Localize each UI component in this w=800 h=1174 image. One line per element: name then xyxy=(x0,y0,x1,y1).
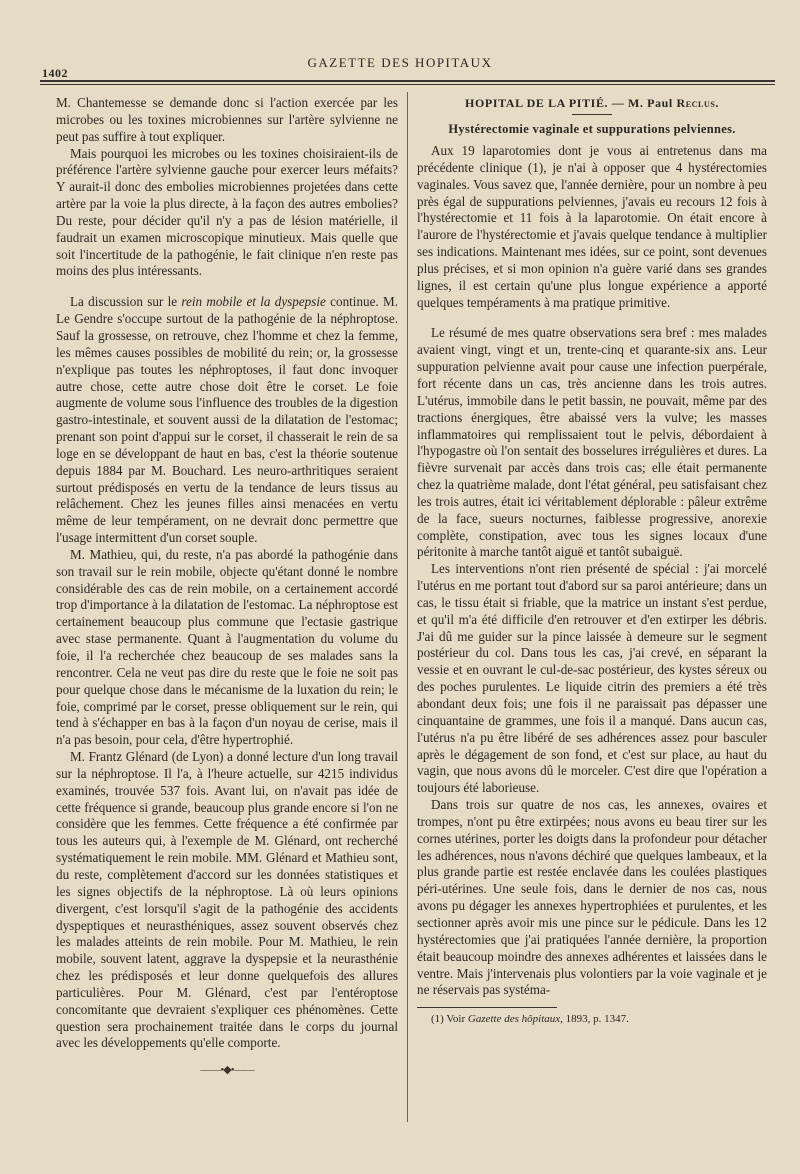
left-column xyxy=(56,95,398,1079)
right-column xyxy=(417,95,767,1026)
header-rule xyxy=(40,84,775,85)
paragraph: La discussion sur le rein mobile et la dyspepsie continue. M. Le Gendre s'occupe surtout de la pathogénie de la néphroptose. Sauf la grossesse, on retrouve, chez l'homme et chez la femme, les mêmes causes possibles de mobilité du rein; or, la grossesse n'explique pas toutes les néphroptoses, il faut donc invoquer autre chose, cette autre chose doit être le corset. Le foie augmente de volume sous l'influence des troubles de la digestion gastro-intestinale, et souvent aussi de la dilatation de l'estomac; prenant son point d'appui sur le corset, il chasserait le rein de sa loge en se développant de haut en bas, c'est la théorie soutenue depuis 1884 par M. Bouchard. Les neuro-arthritiques seraient surtout prédisposés en vertu de la tendance de leurs tissus au relâchement. Chez les jeunes filles ainsi menacées en vertu même de leur tempérament, on ne devrait donc permettre que l'usage intermittent d'un corset souple. xyxy=(56,294,398,546)
section-rule xyxy=(572,114,612,115)
page-number: 1402 xyxy=(42,66,68,80)
paragraph: M. Chantemesse se demande donc si l'action exercée par les microbes ou les toxines microbiennes sur l'artère sylvienne ne peut pas suffire à tout expliquer. xyxy=(56,95,398,144)
paragraph: Les interventions n'ont rien présenté de spécial : j'ai morcelé l'utérus en me portant tout d'abord sur sa paroi antérieure; dans un cas, le tissu était si friable, que la matrice un instant s'est perdue, et qu'il m'a été difficile d'en retrouver et d'en extirper les débris. J'ai dû me guider sur la pince laissée à demeure sur le segment postérieur du col. Dans tous les cas, j'ai crevé, en séparant la vessie et en ouvrant le cul-de-sac postérieur, des kystes séreux ou des poches purulentes. Le liquide citrin des premiers a été très abondant deux fois; une fois il ne paraissait pas dépasser une cinquantaine de grammes, une fois il a manqué. Dans aucun cas, l'utérus n'a pu être libéré de ses adhérences assez pour basculer après le dégagement de son fond, et c'est sur place, au haut du vagin, que nous avons dû le morceler. C'est dire que l'opération a toujours été laborieuse. xyxy=(417,561,767,796)
paragraph: Aux 19 laparotomies dont je vous ai entretenus dans ma précédente clinique (1), je n'ai à opposer que 4 hystérectomies vaginales. Vous savez que, l'année dernière, pour un nombre à peu près égal de suppurations pelviennes, j'avais eu recours 12 fois à l'hystérectomie et 11 fois à la laparotomie. On était encore à l'aurore de l'hystérectomie et j'avais quelque tendance à multiplier ses indications. Maintenant mes idées, sur ce point, sont devenues plus précises, et si mon opinion n'a guère varié dans ses grandes lignes, il est certain qu'une plus longue expérience a apporté quelques tempéraments à ma pratique primitive. xyxy=(417,143,767,310)
article-subtitle: Hystérectomie vaginale et suppurations pelviennes. xyxy=(448,122,736,136)
paragraph: Le résumé de mes quatre observations sera bref : mes malades avaient vingt, vingt et un, trente-cinq et quarante-six ans. Leur suppuration pelvienne avait pour cause une infection puerpérale, fort récente dans un cas, très ancienne dans les trois autres. L'utérus, immobile dans le petit bassin, ne pouvait, même par des tractions énergiques, être abaissé vers la vulve; les masses inflammatoires qui remplissaient tout le pelvis, débordaient à l'hypogastre où l'on sentait des bosselures irrégulières et dures. La fièvre survenait par accès dans trois cas; elle était permanente chez la quatrième malade, dont l'état général, peu satisfaisant chez les trois autres, était ici véritablement déplorable : pâleur extrême de la face, sueurs nocturnes, faiblesse progressive, anorexie complète, constipation, avec tous les signes locaux d'une péritonite à marche tantôt aiguë et tantôt subaiguë. xyxy=(417,325,767,560)
paragraph: Dans trois sur quatre de nos cas, les annexes, ovaires et trompes, n'ont pu être extirpées; nous avons eu beau tirer sur les cornes utérines, porter les doigts dans la profondeur pour détacher les adhérences, nous n'avons déchiré que quelques lambeaux, et la plus grande partie est restée enclavée dans les coulées plastiques péri-utérines. Une seule fois, dans le dernier de nos cas, nous avons pu dégager les annexes hypertrophiées et purulentes, et les sectionner après avoir mis une pince sur le pédicule. Dans les 12 hystérectomies que j'ai pratiquées l'année dernière, la proportion était beaucoup moindre des annexes adhérentes et laissées dans le ventre. Mais j'intervenais plus volontiers par la voie vaginale et je ne réservais pas systéma- xyxy=(417,797,767,998)
italic-topic: rein mobile et la dyspepsie xyxy=(181,294,326,310)
footnote-rule xyxy=(417,1007,557,1008)
paragraph: Mais pourquoi les microbes ou les toxines choisiraient-ils de préférence l'artère sylvienne gauche pour exercer leurs méfaits? Y aurait-il donc des embolies microbiennes projetées dans cette artère par la voie la plus directe, à la façon des autres embolies? Du reste, pour décider qu'il n'y a pas de lésion matérielle, il faudrait un examen microscopique minutieux. Mais quelle que soit l'incertitude de la pathogénie, le fait clinique n'en reste pas moins des plus intéressants. xyxy=(56,145,398,279)
header-rule xyxy=(40,80,775,82)
end-ornament: ——•◆•—— xyxy=(200,1064,254,1077)
footnote: (1) Voir Gazette des hôpitaux, 1893, p. 1347. xyxy=(431,1013,629,1026)
paragraph: M. Mathieu, qui, du reste, n'a pas abordé la pathogénie dans son travail sur le rein mobile, objecte qu'étant donné le nombre considérable des cas de rein mobile, on a certainement accordé trop d'importance à la dilatation de l'estomac. La néphroptose est certainement beaucoup plus commune que l'ectasie gastrique avec stase permanente. Quant à l'augmentation du volume du foie, il l'a recherchée chez beaucoup de ses malades sans la rencontrer. Cela ne veut pas dire du reste que le foie ne soit pas pour quelque chose dans le mécanisme de la luxation du rein; le foie, comprimé par le corset, presse obliquement sur le rein, qui tend à s'échapper en bas à la façon d'un noyau de cerise, mais il n'a pas besoin, pour cela, d'être hypertrophié. xyxy=(56,546,398,748)
paragraph: M. Frantz Glénard (de Lyon) a donné lecture d'un long travail sur la néphroptose. Il l'a, à l'heure actuelle, sur 4215 individus examinés, trouvée 537 fois. Avant lui, on n'avait pas idée de cette fréquence si grande, beaucoup plus grande encore si l'on ne considère que les femmes. Cette fréquence a été confirmée par tous les auteurs qui, à l'exemple de M. Glénard, ont recherché systématiquement le rein mobile. MM. Glénard et Mathieu sont, du reste, complètement d'accord sur les données statistiques et les signes objectifs de la néphroptose. Là où leurs opinions divergent, c'est lorsqu'il s'agit de la pathogénie des accidents dyspeptiques et neurasthéniques, assez souvent observés chez les malades atteints de rein mobile. Pour M. Mathieu, le rein mobile, souvent latent, aggrave la dyspepsie et la neurasthénie chez les prédisposés et leur donne quelquefois des allures particulières. Pour M. Glénard, c'est par l'entéroptose concomitante que devraient s'expliquer ces phénomènes. Cette question sera prochainement traitée dans le corps du journal avec les développements qu'elle comporte. xyxy=(56,749,398,1051)
column-divider xyxy=(407,92,408,1122)
section-title: HOPITAL DE LA PITIÉ. — M. Paul Reclus. xyxy=(465,96,719,110)
running-head: GAZETTE DES HOPITAUX xyxy=(307,55,493,70)
